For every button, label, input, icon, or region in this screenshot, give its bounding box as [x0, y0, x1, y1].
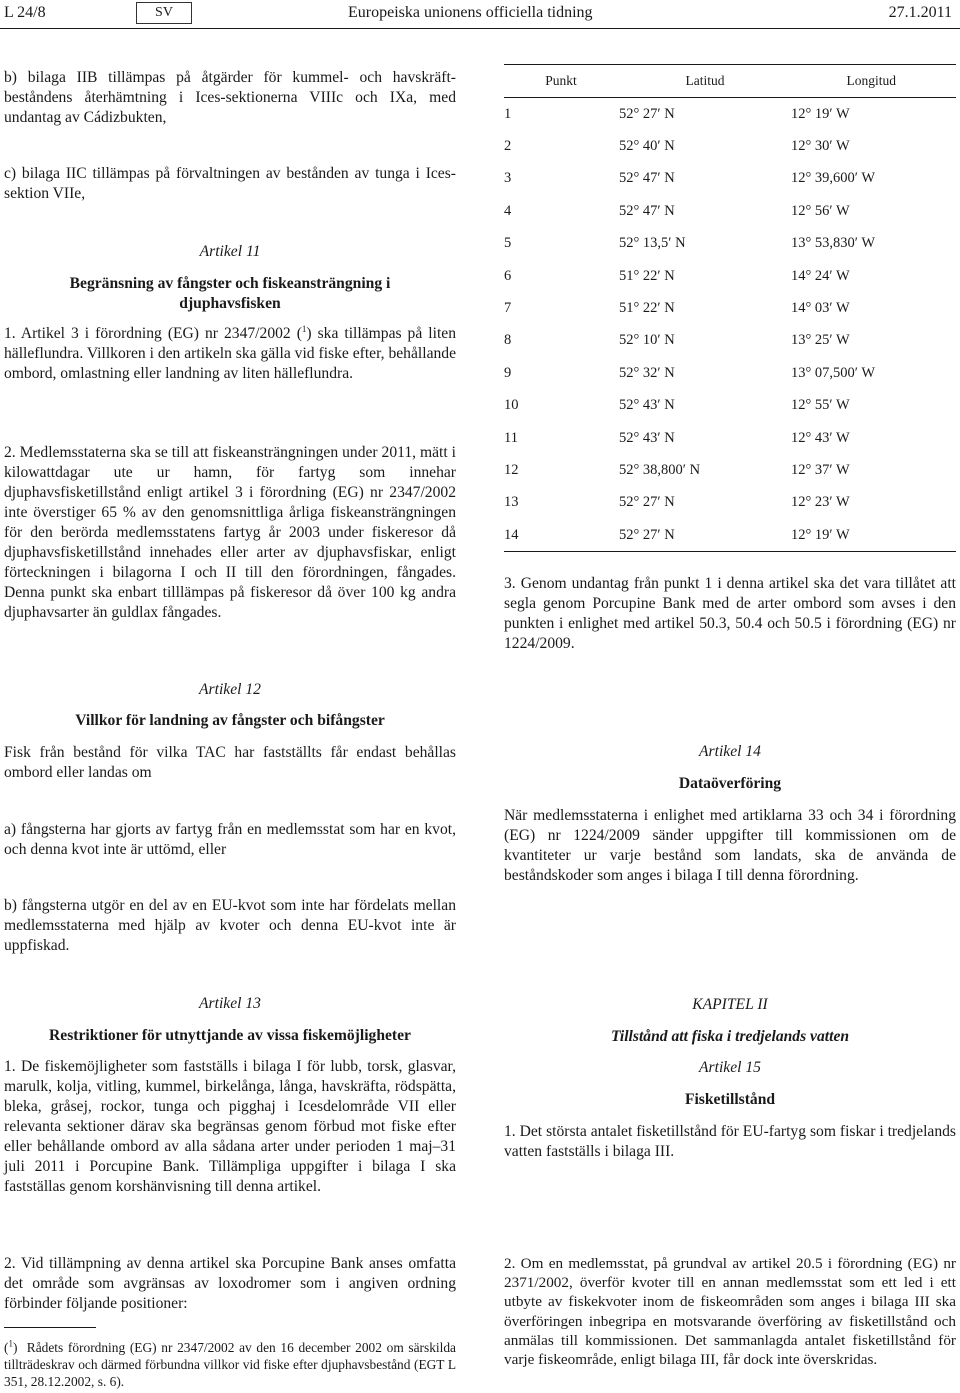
longitude-cell: 12° 23′ W [791, 494, 850, 511]
point-cell: 8 [504, 332, 512, 349]
article-11-paragraph-1: 1. Artikel 3 i förordning (EG) nr 2347/2002 ($^1$) ska tillämpas på liten hälleflundra. Villkoren i den artikeln ska gälla vid fiske efter, behållande ombord, omlastning eller landning av liten hälleflundra. [4, 323, 456, 382]
longitude-cell: 13° 07,500′ W [791, 364, 876, 381]
point-cell: 6 [504, 267, 512, 284]
latitude-cell: 51° 22′ N [619, 267, 675, 284]
point-cell: 14 [504, 519, 619, 552]
column-header-longitud: Longitud [791, 65, 956, 98]
article-14-number: Artikel 14 [699, 743, 761, 760]
table-row [504, 325, 956, 357]
article-15-paragraph-1: 1. Det största antalet fisketillstånd för EU-fartyg som fiskar i tredjelands vatten fastställs i bilaga III. [504, 1123, 956, 1160]
latitude-cell: 52° 27′ N [619, 519, 791, 552]
table-row [504, 454, 956, 486]
latitude-cell: 52° 32′ N [619, 364, 675, 381]
longitude-cell: 13° 53,830′ W [791, 235, 876, 252]
article-15-paragraph-2: 2. Om en medlemsstat, på grundval av artikel 20.5 i förordning (EG) nr 2371/2002, överför kvoter till en annan medlemsstat som ett led i ett utbyte av fiskekvoter inom de fiskeområden som anges i bilaga III ska överföringen inbegripa en motsvarande överföring av fisketillstånd och anmälas till kommissionen. Det sammanlagda antalet fisketillstånd för varje fiskeområde, enligt bilaga III, får dock inte överskridas. [504, 1255, 956, 1369]
latitude-cell: 52° 13,5′ N [619, 235, 686, 252]
journal-title: Europeiska unionens officiella tidning [348, 4, 593, 21]
article-13-number: Artikel 13 [199, 995, 261, 1012]
longitude-cell: 12° 19′ W [791, 519, 956, 552]
article-15-number: Artikel 15 [699, 1059, 761, 1076]
longitude-cell: 12° 39,600′ W [791, 170, 876, 187]
latitude-cell: 52° 10′ N [619, 332, 675, 349]
chapter-title: Tillstånd att fiska i tredjelands vatten [610, 1028, 850, 1045]
table-row [504, 519, 956, 552]
footnote-separator [4, 1327, 96, 1328]
latitude-cell: 52° 43′ N [619, 397, 675, 414]
longitude-cell: 12° 43′ W [791, 429, 850, 446]
point-cell: 2 [504, 138, 512, 155]
table-row [504, 422, 956, 454]
header-rule [0, 28, 960, 29]
footnote: ($^1$) Rådets förordning (EG) nr 2347/2002 av den 16 december 2002 om särskilda tillträdeskrav och därmed förbundna villkor vid fiske efter djuphavsbestånd (EGT L 351, 28.12.2002, s. 6). [4, 1338, 457, 1389]
latitude-cell: 52° 27′ N [619, 105, 675, 122]
article-13-paragraph-2: 2. Vid tillämpning av denna artikel ska Porcupine Bank anses omfatta det område som avgränsas av loxodromer som i angiven ordning förbinder följande positioner: [4, 1255, 456, 1312]
latitude-cell: 52° 43′ N [619, 429, 675, 446]
longitude-cell: 12° 37′ W [791, 461, 850, 478]
article-13-paragraph-1: 1. De fiskemöjligheter som fastställs i bilaga I för lubb, torsk, glasvar, marulk, kolja, vitling, kummel, birkelånga, långa, havskräfta, rödspätta, bleka, gråsej, rockor, tunga och pigghaj i Icesdelområde VII eller relevanta sektioner därav ska begränsas genom förbud mot fiske efter eller behållande ombord av alla sådana arter under perioden 1 maj–31 juli 2011 i Porcupine Bank. Tillämpliga uppgifter i bilaga I ska fastställas genom korshänvisning till denna artikel. [4, 1058, 456, 1195]
column-header-latitud: Latitud [619, 65, 791, 98]
item-c: c) bilaga IIC tillämpas på förvaltningen av bestånden av tunga i Ices-sektion VIIe, [4, 165, 456, 202]
point-cell: 10 [504, 397, 519, 414]
latitude-cell: 52° 27′ N [619, 494, 675, 511]
table-row [504, 163, 956, 195]
table-row [504, 487, 956, 519]
article-14-title: Dataöverföring [678, 775, 782, 792]
porcupine-bank-coordinates-table [504, 64, 956, 552]
article-12-item-b: b) fångsterna utgör en del av en EU-kvot som inte har fördelats mellan medlemsstaterna med hjälp av kvoter och denna EU-kvot inte är uppfiskad. [4, 897, 456, 954]
article-13-title: Restriktioner för utnyttjande av vissa fiskemöjligheter [49, 1027, 411, 1044]
longitude-cell: 12° 56′ W [791, 202, 850, 219]
point-cell: 3 [504, 170, 512, 187]
point-cell: 1 [504, 105, 512, 122]
longitude-cell: 14° 24′ W [791, 267, 850, 284]
chapter-number: KAPITEL II [692, 996, 768, 1013]
table-row [504, 130, 956, 162]
latitude-cell: 51° 22′ N [619, 300, 675, 317]
point-cell: 9 [504, 364, 512, 381]
article-12-intro: Fisk från bestånd för vilka TAC har fastställts får endast behållas ombord eller landas om [4, 744, 456, 781]
article-12-item-a: a) fångsterna har gjorts av fartyg från en medlemsstat som har en kvot, och denna kvot inte är uttömd, eller [4, 821, 456, 858]
table-row [504, 357, 956, 389]
point-cell: 11 [504, 429, 518, 446]
article-11-title: Begränsning av fångster och fiskeansträngning i djuphavsfisken [69, 275, 391, 312]
table-header-row [504, 65, 956, 98]
longitude-cell: 12° 30′ W [791, 138, 850, 155]
article-14-paragraph: När medlemsstaterna i enlighet med artiklarna 33 och 34 i förordning (EG) nr 1224/2009 sänder uppgifter till kommissionen om de kvantiteter ur varje bestånd som landats, ska de använda de beståndskoder som anges i bilaga I till denna förordning. [504, 807, 956, 884]
point-cell: 5 [504, 235, 512, 252]
point-cell: 7 [504, 300, 512, 317]
longitude-cell: 14° 03′ W [791, 300, 850, 317]
point-cell: 4 [504, 202, 512, 219]
table-row [504, 292, 956, 324]
footnote-ref: 1 [301, 323, 307, 334]
article-15-title: Fisketillstånd [684, 1091, 776, 1108]
article-12-title: Villkor för landning av fångster och bifångster [75, 712, 385, 729]
longitude-cell: 12° 55′ W [791, 397, 850, 414]
article-11-number: Artikel 11 [199, 243, 261, 260]
page-reference: L 24/8 [4, 4, 46, 21]
latitude-cell: 52° 47′ N [619, 202, 675, 219]
column-header-punkt: Punkt [504, 65, 619, 98]
language-badge: SV [136, 2, 192, 24]
table-row [504, 228, 956, 260]
item-b: b) bilaga IIB tillämpas på åtgärder för kummel- och havskräftbeståndens återhämtning i Ices-sektionerna VIIIc och IXa, med undantag av Cádizbukten, [4, 69, 456, 126]
point-cell: 12 [504, 461, 519, 478]
table-row [504, 260, 956, 292]
article-11-paragraph-2: 2. Medlemsstaterna ska se till att fiskeansträngningen under 2011, mätt i kilowattdagar ute ur hamn, för fartyg som innehar djuphavsfisketillstånd enligt artikel 3 i förordning (EG) nr 2347/2002 inte överstiger 65 % av den genomsnittliga årliga fiskeansträngningen för den berörda medlemsstatens fartyg år 2003 under fiskeresor då djuphavsfisketillstånd innehades eller arter av djuphavsfiskar, enligt förteckningen i bilagorna I och II till den förordningen, fångades. Denna punkt ska enbart tilllämpas på fiskeresor då över 100 kg andra djuphavsarter än guldlax fångades. [4, 444, 456, 621]
table-row [504, 390, 956, 422]
longitude-cell: 12° 19′ W [791, 105, 850, 122]
article-12-number: Artikel 12 [199, 681, 261, 698]
latitude-cell: 52° 38,800′ N [619, 461, 701, 478]
article-13-paragraph-3: 3. Genom undantag från punkt 1 i denna artikel ska det vara tillåtet att segla genom Porcupine Bank med de arter ombord som avses i den punkten i enlighet med artikel 50.3, 50.4 och 50.5 i förordning (EG) nr 1224/2009. [504, 575, 956, 652]
latitude-cell: 52° 40′ N [619, 138, 675, 155]
longitude-cell: 13° 25′ W [791, 332, 850, 349]
publication-date: 27.1.2011 [888, 4, 952, 21]
latitude-cell: 52° 47′ N [619, 170, 675, 187]
table-row [504, 98, 956, 131]
table-row [504, 195, 956, 227]
point-cell: 13 [504, 494, 519, 511]
